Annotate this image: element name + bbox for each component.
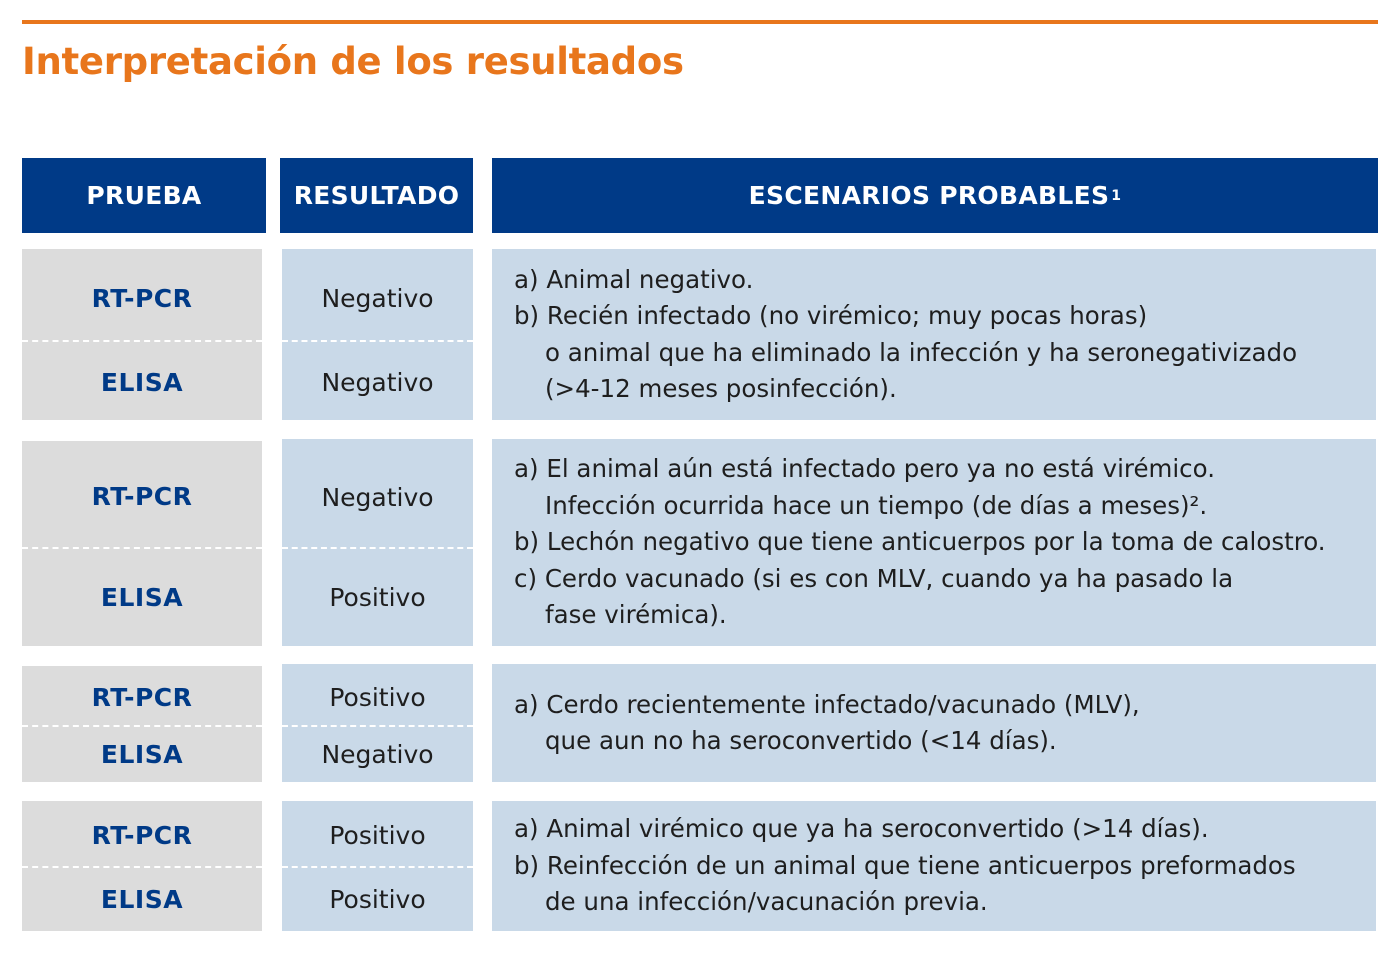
group-3-result-1: Positivo	[329, 682, 426, 712]
group-4-scenarios-cell	[492, 801, 1376, 931]
group-1-result-cell	[282, 249, 473, 420]
header-prueba-label: PRUEBA	[86, 181, 202, 210]
group-2-result-2: Positivo	[329, 583, 426, 612]
scenario-line: fase virémica).	[545, 600, 727, 630]
group-1-result-divider	[282, 340, 473, 342]
group-2-test-1: RT-PCR	[91, 481, 193, 511]
group-3-result-cell	[282, 664, 473, 782]
header-footnote-mark: 1	[1111, 187, 1122, 204]
scenario-line: que aun no ha seroconvertido (<14 días).	[545, 726, 1057, 755]
header-escenarios	[492, 158, 1378, 233]
group-2-scenarios-cell	[492, 439, 1376, 646]
scenario-line: c) Cerdo vacunado (si es con MLV, cuando ya ha pasado la	[514, 563, 1234, 593]
group-1-test-cell	[22, 249, 262, 420]
group-4-test-cell	[22, 801, 262, 931]
scenario-line: de una infección/vacunación previa.	[545, 887, 988, 917]
title-rule	[22, 20, 1378, 24]
header-prueba	[22, 158, 266, 233]
group-4-scenarios	[492, 811, 1296, 921]
group-4-test-2: ELISA	[100, 885, 184, 914]
header-escenarios-label: ESCENARIOS PROBABLES	[748, 181, 1110, 210]
group-3-scenarios-cell	[492, 664, 1376, 782]
scenario-line: a) El animal aún está infectado pero ya no está virémico.	[514, 454, 1216, 484]
header-resultado	[280, 158, 473, 233]
scenario-line: a) Animal virémico que ya ha seroconvertido (>14 días).	[514, 814, 1209, 844]
scenario-line: a) Cerdo recientemente infectado/vacunado (MLV),	[514, 689, 1140, 719]
group-3-scenarios	[492, 687, 1140, 760]
scenario-line: b) Recién infectado (no virémico; muy pocas horas)	[514, 301, 1148, 330]
group-4-test-1: RT-PCR	[91, 820, 193, 850]
group-1-result-2: Negativo	[321, 367, 434, 397]
page-title: Interpretación de los resultados	[22, 40, 684, 83]
scenario-line: Infección ocurrida hace un tiempo (de días a meses)².	[545, 490, 1208, 520]
group-2-scenarios	[492, 451, 1326, 634]
group-2-test-2: ELISA	[100, 583, 184, 612]
group-3-test-2: ELISA	[100, 740, 184, 769]
group-4-result-1: Positivo	[329, 820, 426, 850]
group-2-result-cell	[282, 439, 473, 646]
scenario-line: o animal que ha eliminado la infección y ha seronegativizado	[545, 337, 1298, 367]
scenario-line: (>4-12 meses posinfección).	[545, 374, 897, 403]
header-resultado-label: RESULTADO	[293, 181, 460, 210]
group-3-test-1: RT-PCR	[91, 682, 193, 712]
scenario-line: b) Reinfección de un animal que tiene anticuerpos preformados	[514, 850, 1296, 880]
group-4-result-2: Positivo	[329, 885, 426, 914]
group-3-test-cell	[22, 666, 262, 782]
scenario-line: a) Animal negativo.	[514, 264, 754, 294]
group-1-result-1: Negativo	[321, 283, 434, 313]
group-1-scenarios	[492, 262, 1297, 408]
group-4-result-cell	[282, 801, 473, 931]
scenario-line: b) Lechón negativo que tiene anticuerpos por la toma de calostro.	[514, 527, 1326, 557]
group-1-test-1: RT-PCR	[91, 283, 193, 313]
group-1-scenarios-cell	[492, 249, 1376, 420]
group-1-test-2: ELISA	[100, 367, 184, 397]
group-2-test-cell	[22, 441, 262, 646]
group-2-result-1: Negativo	[321, 482, 434, 512]
group-1-test-divider	[22, 340, 262, 342]
group-3-result-2: Negativo	[321, 740, 434, 769]
